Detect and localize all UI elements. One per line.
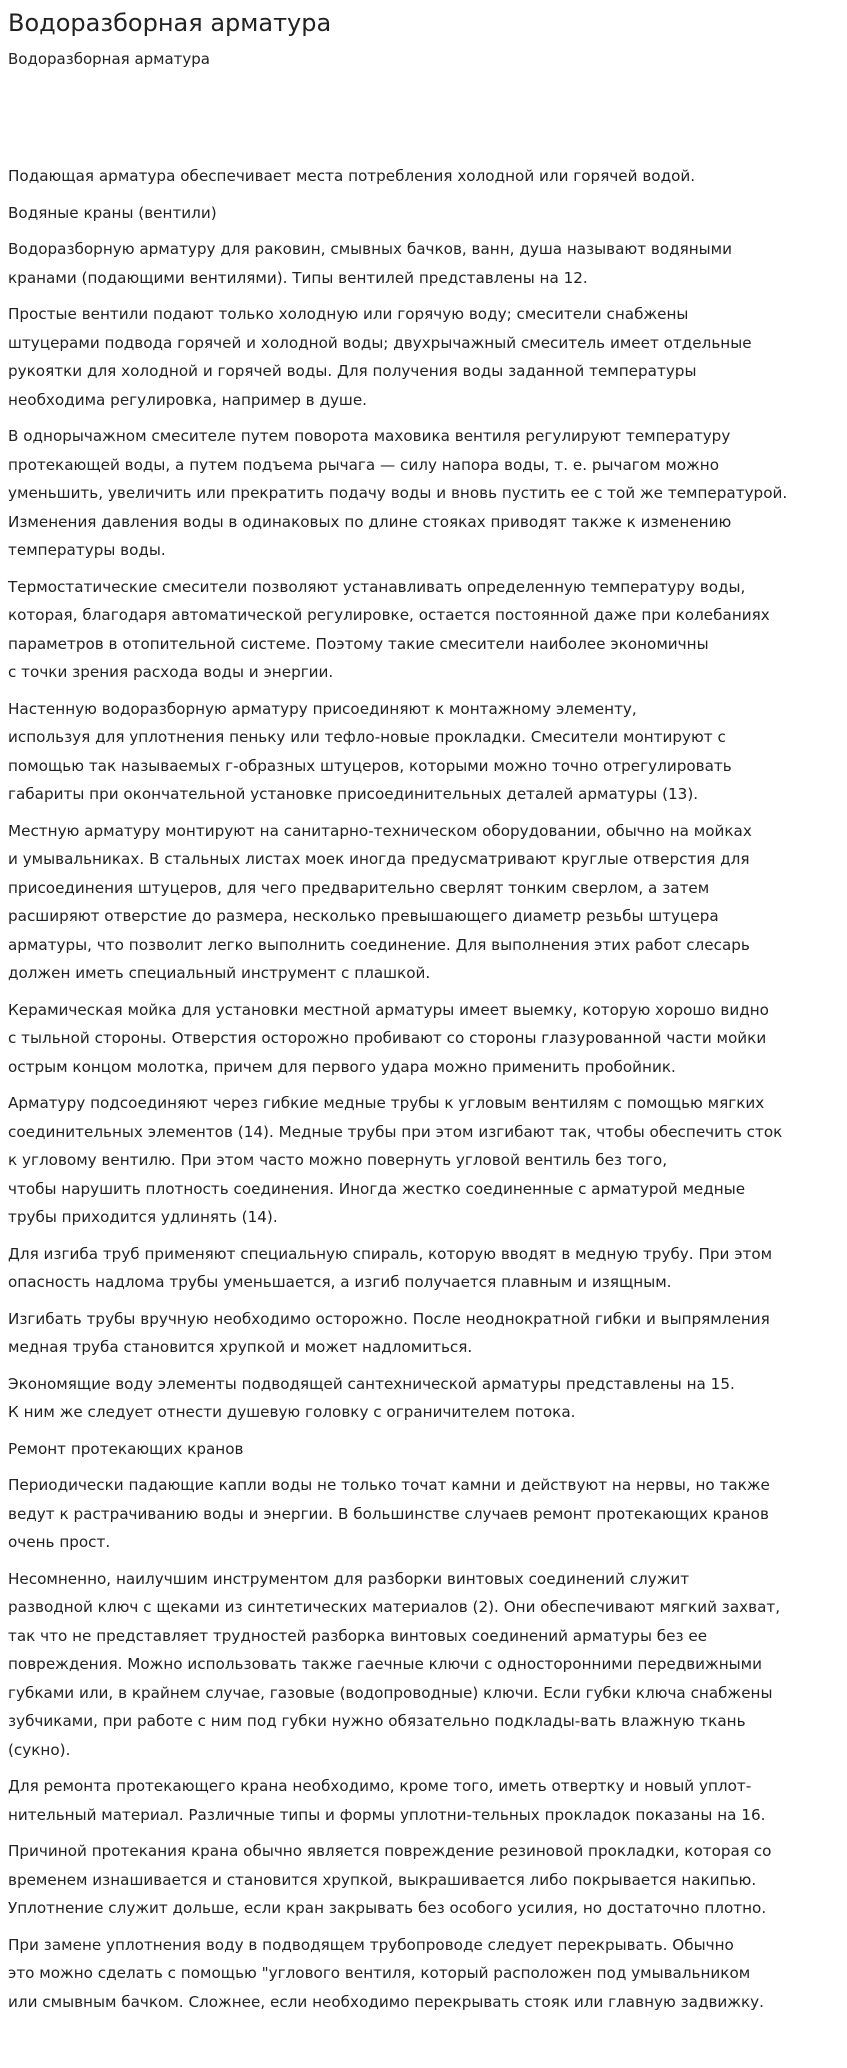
paragraph-intro: Подающая арматура обеспечивает места потребления холодной или горячей водой.	[8, 167, 696, 185]
paragraph: Арматуру подсоединяют через гибкие медные трубы к угловым вентилям с помощью мягких соединительных элементов (14). Медные трубы при этом изгибают так, чтобы обеспечить сток к угловому вентилю. При этом часто можно повернуть угловой вентиль без того, чтобы нарушить плотность соединения. Иногда жестко соединенные с арматурой медные трубы приходится удлинять (14).	[8, 1094, 783, 1226]
paragraph: Настенную водоразборную арматуру присоединяют к монтажному элементу, используя для уплотнения пеньку или тефло-новые прокладки. Смесители монтируют с помощью так называемых г-образных штуцеров, которыми можно точно отрегулировать габариты при окончательной установке присоединительных деталей арматуры (13).	[8, 699, 732, 803]
section-heading-repair: Ремонт протекающих кранов	[8, 1439, 244, 1458]
paragraph: Причиной протекания крана обычно является повреждение резиновой прокладки, которая со временем изнашивается и становится хрупкой, выкрашивается либо покрывается накипью. Уплотнение служит дольше, если кран закрывать без особого усилия, но достаточно плотно.	[8, 1842, 772, 1917]
paragraph: Экономящие воду элементы подводящей сантехнической арматуры представлены на 15. К ним же следует отнести душевую головку с ограничителем потока.	[8, 1374, 735, 1421]
paragraph: Термостатические смесители позволяют устанавливать определенную температуру воды, которая, благодаря автоматической регулировке, остается постоянной даже при колебаниях параметров в отопительной системе. Поэтому такие смесители наиболее экономичны с точки зрения расхода воды и энергии.	[8, 577, 770, 681]
paragraph: Несомненно, наилучшим инструментом для разборки винтовых соединений служит разводной ключ с щеками из синтетических материалов (2). Они обеспечивают мягкий захват, так что не представляет трудностей разборка винтовых соединений арматуры без ее повреждения. Можно использовать также гаечные ключи с односторонними передвижными губками или, в крайнем случае, газовые (водопроводные) ключи. Если губки ключа снабжены зубчиками, при работе с ним под губки нужно обязательно подклады-вать влажную ткань (сукно).	[8, 1569, 781, 1759]
page-subtitle: Водоразборная арматура	[8, 50, 210, 68]
paragraph: Керамическая мойка для установки местной арматуры имеет выемку, которую хорошо видно с тыльной стороны. Отверстия осторожно пробивают со стороны глазурованной части мойки острым концом молотка, причем для первого удара можно применить пробойник.	[8, 1000, 769, 1076]
paragraph: При замене уплотнения воду в подводящем трубопроводе следует перекрывать. Обычно это можно сделать с помощью "углового вентиля, который расположен под умывальником или смывным бачком. Сложнее, если необходимо перекрывать стояк или главную задвижку.	[8, 1935, 764, 2011]
paragraph: В однорычажном смесителе путем поворота маховика вентиля регулируют температуру протекающей воды, а путем подъема рычага — силу напора воды, т. е. рычагом можно уменьшить, увеличить или прекратить подачу воды и вновь пустить ее с той же температурой. Изменения давления воды в одинаковых по длине стояках приводят также к изменению температуры воды.	[8, 427, 788, 559]
section-heading-faucets: Водяные краны (вентили)	[8, 203, 217, 222]
paragraph: Для изгиба труб применяют специальную спираль, которую вводят в медную трубу. При этом опасность надлома трубы уменьшается, а изгиб получается плавным и изящным.	[8, 1244, 773, 1291]
page-title: Водоразборная арматура	[8, 9, 332, 37]
paragraph: Простые вентили подают только холодную или горячую воду; смесители снабжены штуцерами подвода горячей и холодной воды; двухрычажный смеситель имеет отдельные рукоятки для холодной и горячей воды. Для получения воды заданной температуры необходима регулировка, например в душе.	[8, 305, 752, 409]
paragraph: Водоразборную арматуру для раковин, смывных бачков, ванн, душа называют водяными кранами (подающими вентилями). Типы вентилей представлены на 12.	[8, 240, 732, 287]
paragraph: Изгибать трубы вручную необходимо осторожно. После неоднократной гибки и выпрямления медная труба становится хрупкой и может надломиться.	[8, 1309, 770, 1356]
paragraph: Местную арматуру монтируют на санитарно-техническом оборудовании, обычно на мойках и умывальниках. В стальных листах моек иногда предусматривают круглые отверстия для присоединения штуцеров, для чего предварительно сверлят тонким сверлом, а затем расширяют отверстие до размера, несколько превышающего диаметр резьбы штуцера арматуры, что позволит легко выполнить соединение. Для выполнения этих работ слесарь должен иметь специальный инструмент с плашкой.	[8, 821, 752, 982]
paragraph: Для ремонта протекающего крана необходимо, кроме того, иметь отвертку и новый уплот- нительный материал. Различные типы и формы уплотни-тельных прокладок показаны на 16.	[8, 1777, 766, 1824]
paragraph: Периодически падающие капли воды не только точат камни и действуют на нервы, но также ведут к растрачиванию воды и энергии. В большинстве случаев ремонт протекающих кранов очень прост.	[8, 1476, 770, 1551]
